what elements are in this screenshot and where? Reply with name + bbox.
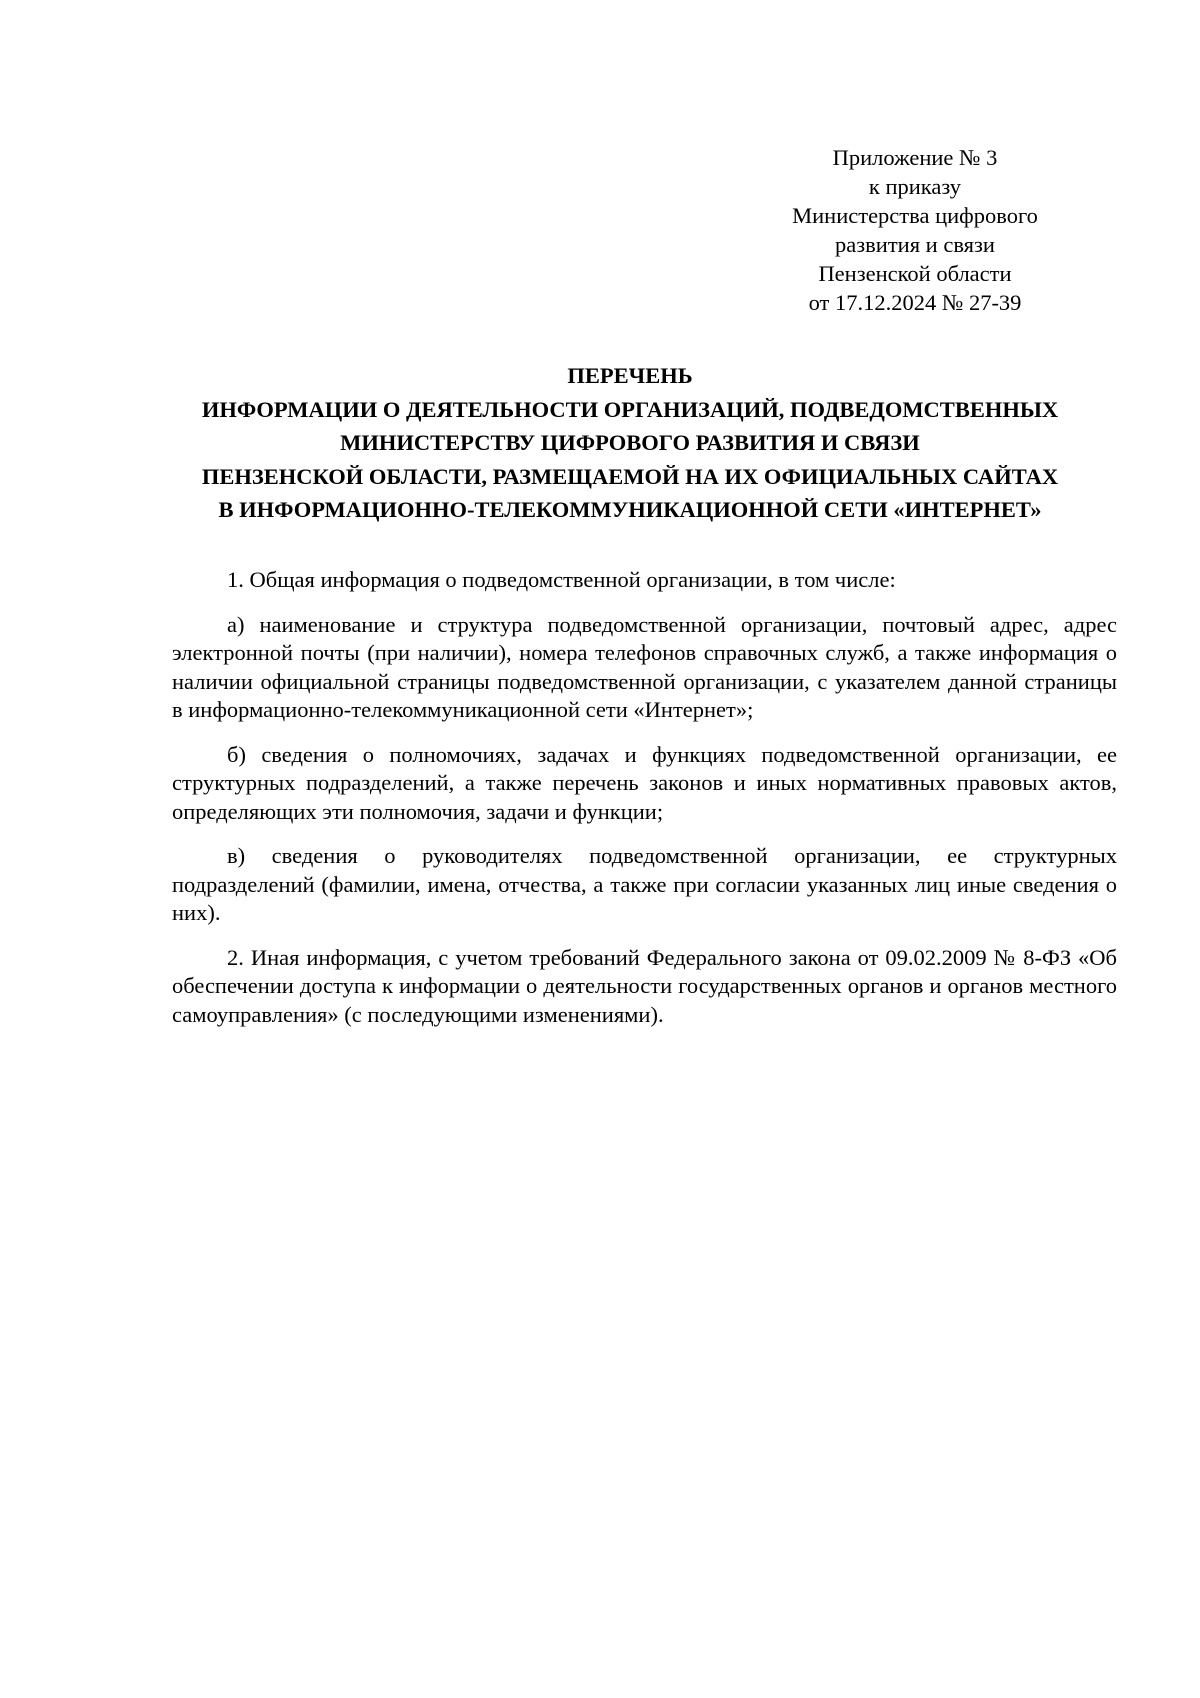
paragraph-1: 1. Общая информация о подведомственной организации, в том числе:	[227, 567, 896, 592]
title-line-3: МИНИСТЕРСТВУ ЦИФРОВОГО РАЗВИТИЯ И СВЯЗИ	[340, 430, 920, 455]
appendix-header	[770, 143, 1060, 317]
paragraph-1b: б) сведения о полномочиях, задачах и функциях подведомственной организации, ее структурных подразделений, а также перечень законов и иных нормативных правовых актов, определяющих эти полномочия, задачи и функции;	[172, 741, 1117, 824]
document-body	[172, 566, 1117, 1045]
appendix-line-2: к приказу	[868, 174, 962, 199]
appendix-line-1: Приложение № 3	[832, 145, 998, 170]
document-title	[160, 359, 1100, 527]
appendix-line-5: Пензенской области	[818, 261, 1012, 286]
paragraph-2: 2. Иная информация, с учетом требований Федерального закона от 09.02.2009 № 8-ФЗ «Об обеспечении доступа к информации о деятельности государственных органов и органов местного самоуправления» (с последующими изменениями).	[172, 944, 1117, 1027]
appendix-line-3: Министерства цифрового	[792, 203, 1038, 228]
paragraph-1c: в) сведения о руководителях подведомственной организации, ее структурных подразделений (фамилии, имена, отчества, а также при согласии указанных лиц иные сведения о них).	[172, 843, 1117, 925]
title-line-2: ИНФОРМАЦИИ О ДЕЯТЕЛЬНОСТИ ОРГАНИЗАЦИЙ, ПОДВЕДОМСТВЕННЫХ	[201, 396, 1059, 422]
title-line-4: ПЕНЗЕНСКОЙ ОБЛАСТИ, РАЗМЕЩАЕМОЙ НА ИХ ОФИЦИАЛЬНЫХ САЙТАХ	[201, 463, 1059, 489]
paragraph-1a: а) наименование и структура подведомственной организации, почтовый адрес, адрес электронной почты (при наличии), номера телефонов справочных служб, а также информация о наличии официальной страницы подведомственной организации, с указателем данной страницы в информационно-телекоммуникационной сети «Интернет»;	[172, 611, 1117, 722]
appendix-line-6: от 17.12.2024 № 27-39	[808, 290, 1022, 315]
title-line-1: ПЕРЕЧЕНЬ	[567, 363, 693, 388]
appendix-line-4: развития и связи	[835, 232, 995, 257]
title-line-5: В ИНФОРМАЦИОННО-ТЕЛЕКОММУНИКАЦИОННОЙ СЕТИ «ИНТЕРНЕТ»	[218, 497, 1042, 522]
